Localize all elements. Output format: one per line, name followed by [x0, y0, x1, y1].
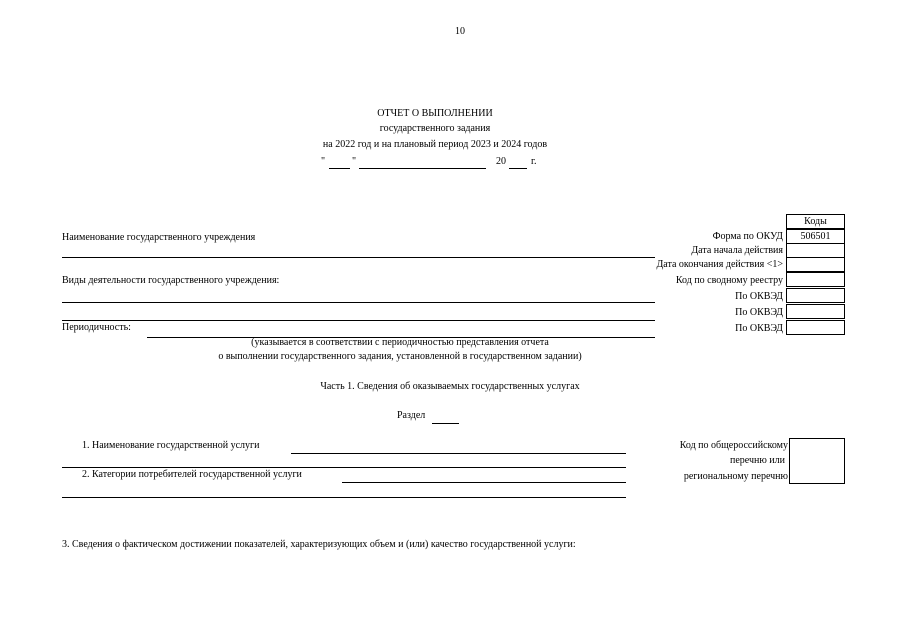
report-subtitle: государственного задания [379, 123, 491, 134]
indicators-heading: 3. Сведения о фактическом достижении показателей, характеризующих объем и (или) качество государственной услуги: [62, 539, 576, 550]
periodicity-label: Периодичность: [62, 322, 131, 333]
code-value-okved-1[interactable] [786, 288, 845, 303]
institution-label: Наименование государственного учреждения [62, 232, 256, 243]
code-value-registry[interactable] [786, 272, 845, 287]
service-name-label: 1. Наименование государственной услуги [82, 440, 260, 451]
day-blank-line[interactable] [329, 168, 350, 169]
registry-code-label-1: Код по общероссийскому [679, 440, 788, 451]
code-label-okved-1: По ОКВЭД [735, 291, 783, 302]
year-blank-line[interactable] [509, 168, 527, 169]
periodicity-note-1: (указывается в соответствии с периодичностью представления отчета [251, 337, 549, 348]
code-label-okved-2: По ОКВЭД [735, 307, 783, 318]
periodicity-note-2: о выполнении государственного задания, установленной в государственном задании) [218, 351, 582, 362]
month-blank-line[interactable] [359, 168, 486, 169]
code-label-end-date: Дата окончания действия <1> [656, 259, 783, 270]
service-name-line-2[interactable] [62, 467, 626, 468]
consumers-line-1[interactable] [342, 482, 626, 483]
section-number-line[interactable] [432, 423, 459, 424]
report-period: на 2022 год и на плановый период 2023 и 2024 годов [322, 139, 548, 150]
code-label-okud: Форма по ОКУД [712, 231, 783, 242]
code-value-okved-3[interactable] [786, 320, 845, 335]
code-label-start-date: Дата начала действия [691, 245, 783, 256]
code-label-okved-3: По ОКВЭД [735, 323, 783, 334]
date-quote-close: " [352, 156, 357, 167]
date-quote-open: " [321, 156, 326, 167]
year-suffix: г. [531, 156, 537, 167]
code-value-start-date[interactable] [786, 243, 845, 258]
registry-code-label-3: региональному перечню [683, 471, 788, 482]
page-number: 10 [455, 26, 465, 37]
part1-title: Часть 1. Сведения об оказываемых государственных услугах [320, 381, 580, 392]
report-title: ОТЧЕТ О ВЫПОЛНЕНИИ [377, 108, 493, 119]
code-value-okud[interactable]: 506501 [786, 229, 845, 244]
year-prefix: 20 [496, 156, 506, 167]
registry-code-box[interactable] [789, 438, 845, 484]
institution-line[interactable] [62, 257, 655, 258]
activity-label: Виды деятельности государственного учреждения: [62, 275, 280, 286]
consumers-label: 2. Категории потребителей государственной услуги [82, 469, 302, 480]
codes-header: Коды [786, 214, 845, 229]
code-value-okved-2[interactable] [786, 304, 845, 319]
code-value-end-date[interactable] [786, 257, 845, 272]
section-label: Раздел [397, 410, 426, 421]
activity-line-2[interactable] [62, 320, 655, 321]
code-label-registry: Код по сводному реестру [675, 275, 783, 286]
consumers-line-2[interactable] [62, 497, 626, 498]
registry-code-label-2: перечню или [729, 455, 785, 466]
activity-line-1[interactable] [62, 302, 655, 303]
service-name-line-1[interactable] [291, 453, 626, 454]
